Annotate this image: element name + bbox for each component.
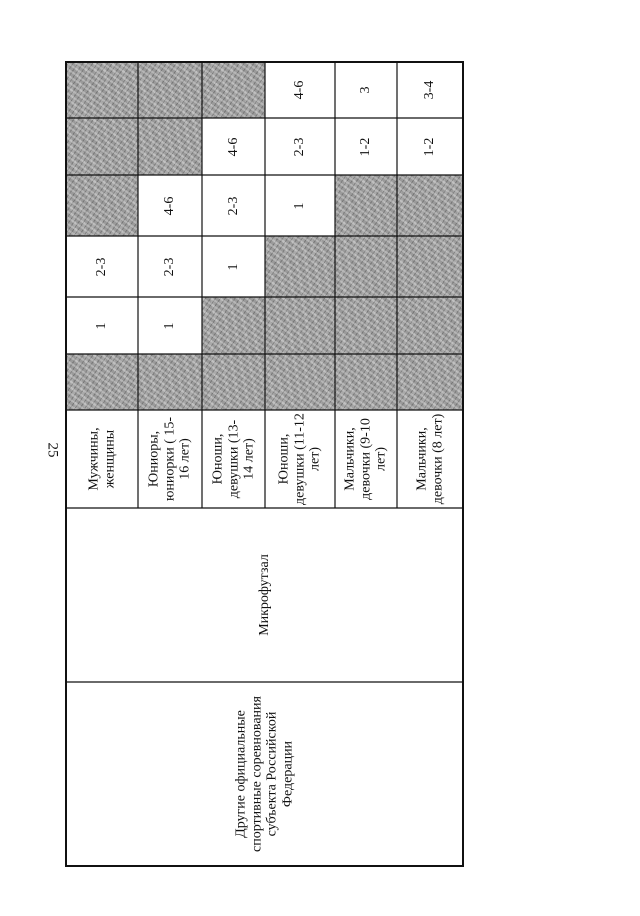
category-label: Мальчики, девочки (8 лет) bbox=[414, 413, 445, 505]
place-value: 1 bbox=[225, 263, 241, 270]
page-number: 25 bbox=[44, 442, 61, 458]
place-value: 1 bbox=[162, 322, 178, 329]
event-type-label: Другие официальные спортивные соревнования субъекта Российской Федерации bbox=[233, 696, 296, 852]
place-value: 2-3 bbox=[225, 196, 241, 215]
place-value: 4-6 bbox=[292, 80, 308, 100]
place-value: 2-3 bbox=[162, 257, 178, 276]
category-label: Юноши, девушки (13-14 лет) bbox=[209, 419, 257, 499]
place-value: 1-2 bbox=[422, 137, 438, 156]
place-value: 3 bbox=[358, 86, 374, 94]
category-label: Мальчики, девочки (9-10 лет) bbox=[342, 418, 389, 500]
place-value: 4-6 bbox=[225, 137, 241, 156]
discipline-label: Микрофутзал bbox=[256, 554, 272, 636]
category-label: Мужчины, женщины bbox=[86, 427, 117, 491]
category-label: Юноши, девушки (11-12 лет) bbox=[276, 413, 323, 505]
category-label: Юниоры, юниорки ( 15-16 лет) bbox=[146, 416, 193, 502]
place-value: 1-2 bbox=[358, 137, 374, 156]
place-value: 2-3 bbox=[292, 137, 308, 156]
place-value: 4-6 bbox=[162, 196, 178, 215]
place-value: 2-3 bbox=[94, 257, 110, 276]
place-value: 3-4 bbox=[422, 80, 438, 100]
place-value: 1 bbox=[292, 202, 308, 209]
place-value: 1 bbox=[94, 322, 110, 329]
